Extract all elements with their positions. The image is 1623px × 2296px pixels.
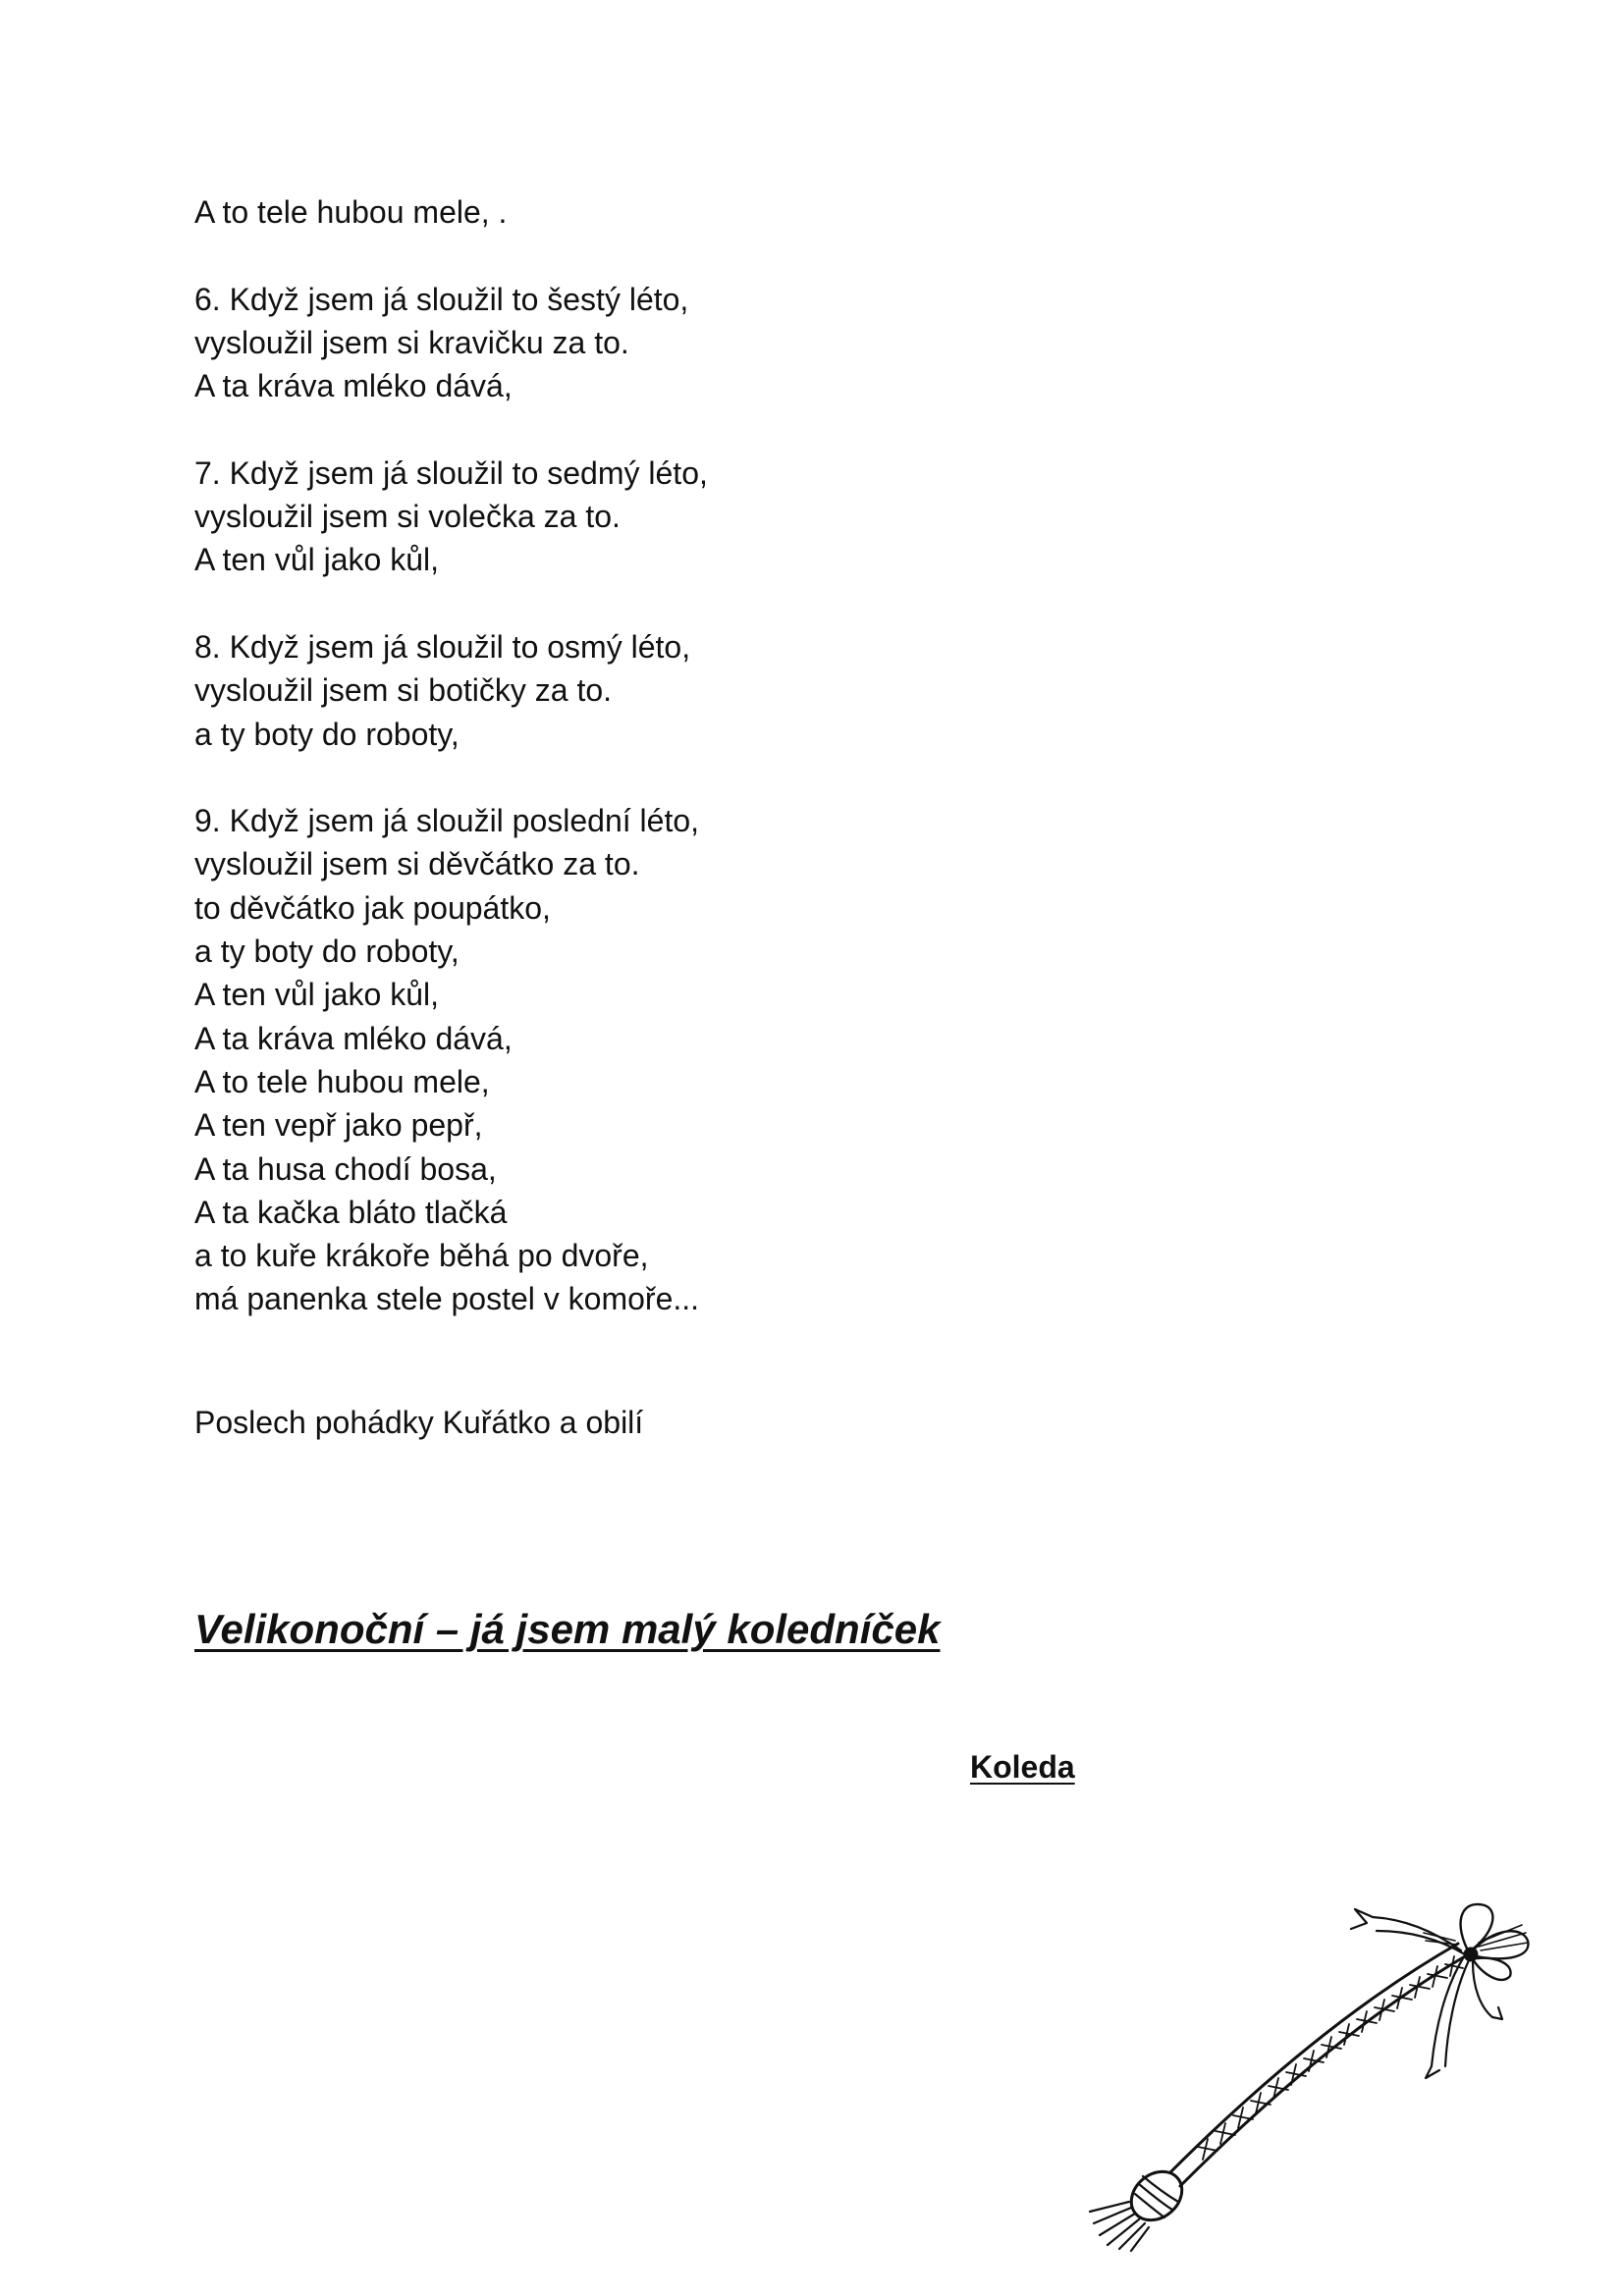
song-lyrics xyxy=(194,190,1078,1321)
koleda-heading: Koleda xyxy=(970,1749,1075,1785)
lyric-line: A ta kráva mléko dává, xyxy=(194,368,513,404)
stanza-gap xyxy=(194,407,1078,451)
lyric-line: a to kuře krákoře běhá po dvoře, xyxy=(194,1238,649,1274)
lyric-line: 7. Když jsem já sloužil to sedmý léto, xyxy=(194,454,708,491)
lyric-line: 9. Když jsem já sloužil poslední léto, xyxy=(194,803,700,839)
lyric-line: A ta kráva mléko dává, xyxy=(194,1020,513,1056)
stanza-gap xyxy=(194,582,1078,625)
stanza-gap xyxy=(194,756,1078,799)
lyric-line: A to tele hubou mele, . xyxy=(194,194,508,230)
lyric-line: vysloužil jsem si děvčátko za to. xyxy=(194,846,640,882)
lyric-line: a ty boty do roboty, xyxy=(194,934,460,970)
lyric-line: a ty boty do roboty, xyxy=(194,716,460,752)
listening-note: Poslech pohádky Kuřátko a obilí xyxy=(194,1405,644,1440)
lyric-line: A ta husa chodí bosa, xyxy=(194,1150,497,1187)
lyric-line: A ta kačka bláto tlačká xyxy=(194,1194,508,1230)
lyric-line: to děvčátko jak poupátko, xyxy=(194,889,551,926)
lyric-line: A to tele hubou mele, xyxy=(194,1063,490,1099)
lyric-line: A ten vůl jako kůl, xyxy=(194,542,440,578)
easter-whip-icon xyxy=(1060,1860,1610,2253)
lyric-line: A ten vepř jako pepř, xyxy=(194,1107,483,1144)
lyric-line: 6. Když jsem já sloužil to šestý léto, xyxy=(194,281,689,317)
lyric-line: A ten vůl jako kůl, xyxy=(194,977,440,1013)
lyric-line: vysloužil jsem si kravičku za to. xyxy=(194,324,629,360)
lyric-line: vysloužil jsem si volečka za to. xyxy=(194,499,621,535)
lyric-line: vysloužil jsem si botičky za to. xyxy=(194,672,613,709)
section-title: Velikonoční – já jsem malý koledníček xyxy=(194,1606,941,1652)
stanza-gap xyxy=(194,234,1078,277)
lyric-line: 8. Když jsem já sloužil to osmý léto, xyxy=(194,628,691,665)
lyric-line: má panenka stele postel v komoře... xyxy=(194,1281,700,1317)
